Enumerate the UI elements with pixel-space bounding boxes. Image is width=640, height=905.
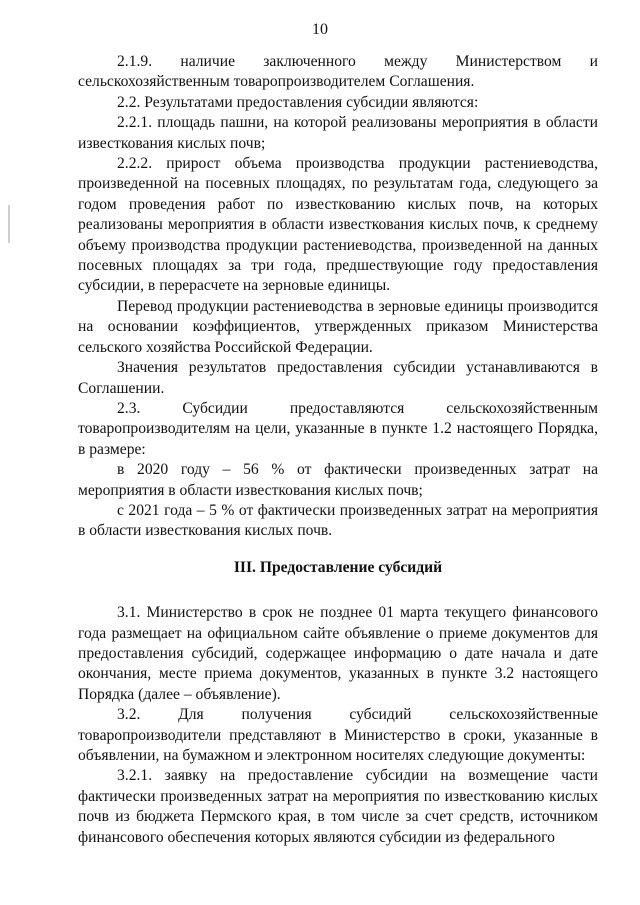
paragraph-2-3: 2.3. Субсидии предоставляются сельскохозяйственным товаропроизводителям на цели, указанные в пункте 1.2 настоящего Порядка, в размере: xyxy=(78,399,598,458)
paragraph-conversion: Перевод продукции растениеводства в зерновые единицы производится на основании коэффициентов, утвержденных приказом Министерства сельского хозяйства Российской Федерации. xyxy=(78,297,598,356)
paragraph-3-2-1: 3.2.1. заявку на предоставление субсидии на возмещение части фактически произведенных затрат на мероприятия по известкованию кислых почв из бюджета Пермского края, в том числе за счет средств, источником финансового обеспечения которых являются субсидии из федерального xyxy=(78,767,598,846)
document-body xyxy=(78,52,598,848)
paragraph-3-1: 3.1. Министерство в срок не позднее 01 марта текущего финансового года размещает на официальном сайте объявление о приеме документов для предоставления субсидий, содержащее информацию о дате начала и дате окончания, месте приема документов, указанных в пункте 3.2 настоящего Порядка (далее – объявление). xyxy=(78,604,598,703)
paragraph-3-2: 3.2. Для получения субсидий сельскохозяйственные товаропроизводители представляют в Министерство в сроки, указанные в объявлении, на бумажном и электронном носителях следующие документы: xyxy=(78,706,598,764)
scan-edge-mark xyxy=(8,205,10,243)
paragraph-2-2-1: 2.2.1. площадь пашни, на которой реализованы мероприятия в области известкования кислых почв; xyxy=(78,114,598,152)
paragraph-result-values: Значения результатов предоставления субсидии устанавливаются в Соглашении. xyxy=(78,359,598,397)
paragraph-2-2-2: 2.2.2. прирост объема производства продукции растениеводства, произведенной на посевных площадях, по результатам года, следующего за годом проведения работ по известкованию кислых почв, на которых реализованы мероприятия в области известкования кислых почв, к среднему объему производства продукции растениеводства, произведенной на данных посевных площадях за три года, предшествующие году предоставления субсидии, в перерасчете на зерновые единицы. xyxy=(78,155,598,295)
paragraph-2-1-9: 2.1.9. наличие заключенного между Министерством и сельскохозяйственным товаропроизводителем Соглашения. xyxy=(78,53,598,91)
section-heading: III. Предоставление субсидий xyxy=(233,558,443,576)
page-number: 10 xyxy=(312,21,328,38)
paragraph-rate-2020: в 2020 году – 56 % от фактически произведенных затрат на мероприятия в области известкования кислых почв; xyxy=(78,461,598,499)
paragraph-2-2: 2.2. Результатами предоставления субсидии являются: xyxy=(117,93,479,111)
paragraph-rate-2021: с 2021 года – 5 % от фактически произведенных затрат на мероприятия в области известкования кислых почв. xyxy=(78,501,598,540)
